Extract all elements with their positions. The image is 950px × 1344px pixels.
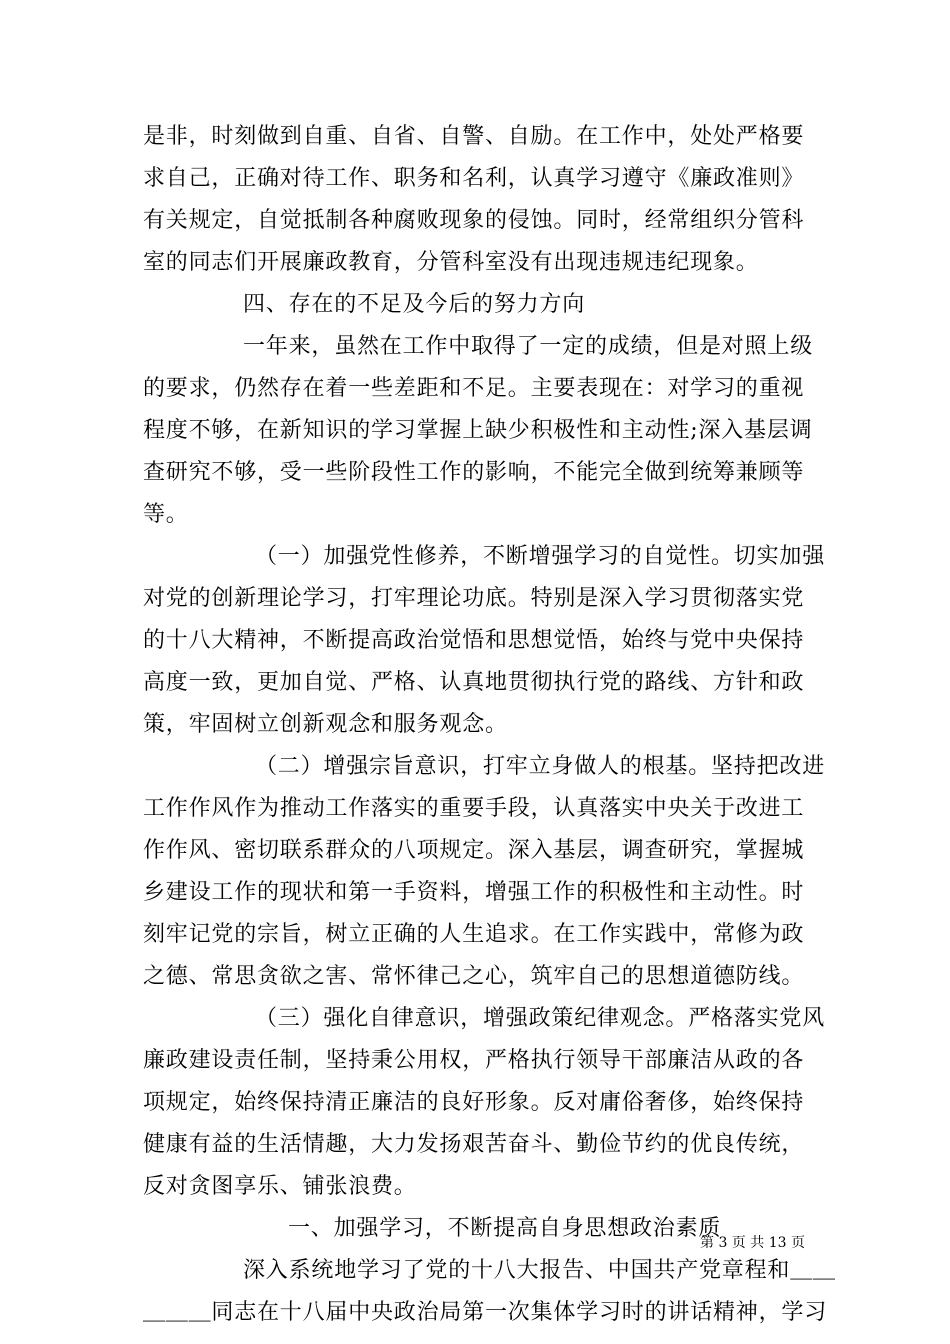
text-line: 廉政建设责任制，坚持秉公用权，严格执行领导干部廉洁从政的各 <box>143 1048 805 1073</box>
text-line: 有关规定，自觉抵制各种腐败现象的侵蚀。同时，经常组织分管科 <box>143 208 805 233</box>
section-heading: 四、存在的不足及今后的努力方向 <box>243 292 586 317</box>
text-line: 的要求，仍然存在着一些差距和不足。主要表现在：对学习的重视 <box>143 376 805 401</box>
text-line: 程度不够，在新知识的学习掌握上缺少积极性和主动性;深入基层调 <box>143 418 813 443</box>
text-line: 刻牢记党的宗旨，树立正确的人生追求。在工作实践中，常修为政 <box>143 922 805 947</box>
text-line: （三）强化自律意识，增强政策纪律观念。严格落实党风 <box>255 1006 826 1031</box>
text-line: 作作风、密切联系群众的八项规定。深入基层，调查研究，掌握城 <box>143 838 805 863</box>
text-line: 策，牢固树立创新观念和服务观念。 <box>143 712 508 737</box>
text-line: 反对贪图享乐、铺张浪费。 <box>143 1174 417 1199</box>
text-line: 等。 <box>143 502 189 527</box>
text-line: 查研究不够，受一些阶段性工作的影响，不能完全做到统筹兼顾等 <box>143 460 805 485</box>
text-line: 求自己，正确对待工作、职务和名利，认真学习遵守《廉政准则》 <box>143 166 805 191</box>
text-line: 深入系统地学习了党的十八大报告、中国共产党章程和＿＿ <box>243 1258 836 1283</box>
text-line: 项规定，始终保持清正廉洁的良好形象。反对庸俗奢侈，始终保持 <box>143 1090 805 1115</box>
text-line: （一）加强党性修养，不断增强学习的自觉性。切实加强 <box>255 544 826 569</box>
text-line: （二）增强宗旨意识，打牢立身做人的根基。坚持把改进 <box>255 754 826 779</box>
text-line: 一年来，虽然在工作中取得了一定的成绩，但是对照上级 <box>243 334 814 359</box>
text-line: 之德、常思贪欲之害、常怀律己之心，筑牢自己的思想道德防线。 <box>143 964 805 989</box>
text-line: ＿＿＿同志在十八届中央政治局第一次集体学习时的讲话精神，学习 <box>143 1300 828 1325</box>
text-line: 乡建设工作的现状和第一手资料，增强工作的积极性和主动性。时 <box>143 880 805 905</box>
text-line: 室的同志们开展廉政教育，分管科室没有出现违规违纪现象。 <box>143 250 759 275</box>
text-line: 的十八大精神，不断提高政治觉悟和思想觉悟，始终与党中央保持 <box>143 628 805 653</box>
text-line: 对党的创新理论学习，打牢理论功底。特别是深入学习贯彻落实党 <box>143 586 805 611</box>
section-heading: 一、加强学习，不断提高自身思想政治素质 <box>288 1216 722 1241</box>
text-line: 高度一致，更加自觉、严格、认真地贯彻执行党的路线、方针和政 <box>143 670 805 695</box>
page-number: 第 3 页 共 13 页 <box>700 1235 805 1251</box>
body-text <box>143 116 836 1334</box>
text-line: 是非，时刻做到自重、自省、自警、自励。在工作中，处处严格要 <box>143 124 805 149</box>
text-line: 健康有益的生活情趣，大力发扬艰苦奋斗、勤俭节约的优良传统， <box>143 1132 805 1157</box>
text-line: 工作作风作为推动工作落实的重要手段，认真落实中央关于改进工 <box>143 796 805 821</box>
